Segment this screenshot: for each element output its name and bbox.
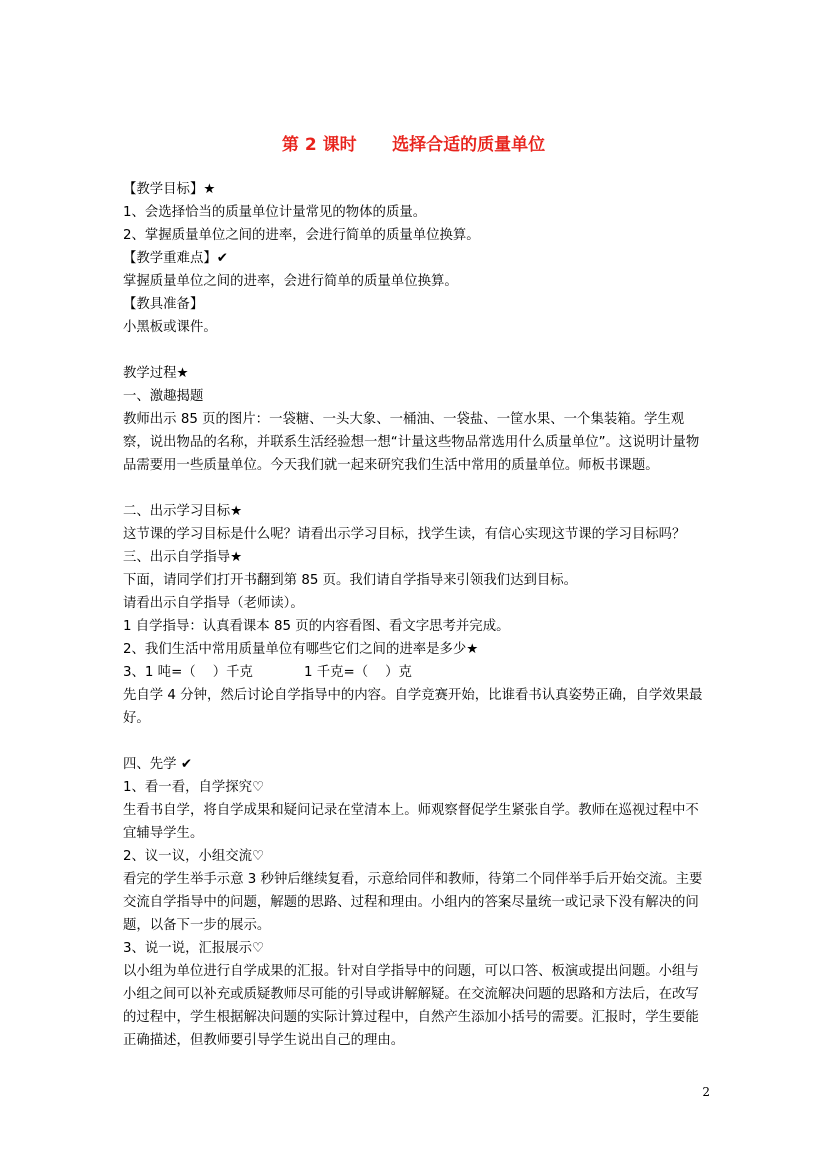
guide-item-3: 3、1 吨=（ ）千克 1 千克=（ ）克 bbox=[123, 665, 412, 680]
step-3-line-2: 请看出示自学指导（老师读）。 bbox=[123, 596, 304, 611]
blank-line bbox=[123, 730, 705, 753]
step-3-line-1: 下面，请同学们打开书翻到第 85 页。我们请自学指导来引领我们达到目标。 bbox=[123, 573, 578, 588]
step-1-heading: 一、激趣揭题 bbox=[123, 389, 204, 404]
section-heading-key-points: 【教学重难点】✔ bbox=[123, 251, 228, 266]
step-4-heading: 四、先学 ✔ bbox=[123, 757, 193, 772]
key-points-text: 掌握质量单位之间的进率，会进行简单的质量单位换算。 bbox=[123, 274, 458, 289]
section-heading-objectives: 【教学目标】★ bbox=[123, 182, 216, 197]
step-1-paragraph: 教师出示 85 页的图片：一袋糖、一头大象、一桶油、一袋盐、一筐水果、一个集装箱。学生观察，说出物品的名称，并联系生活经验想一想“计量这些物品常选用什么质量单位”。这说明计量物品需要用一些质量单位。今天我们就一起来研究我们生活中常用的质量单位。师板书课题。 bbox=[123, 412, 700, 473]
step-4-sub-2-text: 看完的学生举手示意 3 秒钟后继续复看，示意给同伴和教师，待第二个同伴举手后开始交流。主要交流自学指导中的问题，解题的思路、过程和理由。小组内的答案尽量统一或记录下没有解决的问题，以备下一步的展示。 bbox=[123, 872, 703, 933]
step-3-heading: 三、出示自学指导★ bbox=[123, 550, 243, 565]
blank-line bbox=[123, 339, 705, 362]
step-2-paragraph: 这节课的学习目标是什么呢？请看出示学习目标，找学生读，有信心实现这节课的学习目标吗？ bbox=[123, 527, 686, 542]
step-4-sub-1: 1、看一看，自学探究♡ bbox=[123, 780, 265, 795]
step-4-sub-1-text: 生看书自学，将自学成果和疑问记录在堂清本上。师观察督促学生紧张自学。教师在巡视过程中不宜辅导学生。 bbox=[123, 803, 699, 841]
step-2-heading: 二、出示学习目标★ bbox=[123, 504, 243, 519]
step-4-sub-2: 2、议一议，小组交流♡ bbox=[123, 849, 265, 864]
step-4-sub-3: 3、说一说，汇报展示♡ bbox=[123, 941, 265, 956]
guide-item-2: 2、我们生活中常用质量单位有哪些它们之间的进率是多少★ bbox=[123, 642, 479, 657]
objective-2: 2、掌握质量单位之间的进率，会进行简单的质量单位换算。 bbox=[123, 228, 480, 243]
page-number: 2 bbox=[702, 1085, 710, 1099]
lesson-title: 第 2 课时 选择合适的质量单位 bbox=[281, 135, 546, 155]
materials-text: 小黑板或课件。 bbox=[123, 320, 217, 335]
step-3-paragraph: 先自学 4 分钟，然后讨论自学指导中的内容。自学竞赛开始，比谁看书认真姿势正确，自学效果最好。 bbox=[123, 688, 703, 726]
section-heading-materials: 【教具准备】 bbox=[123, 297, 204, 312]
guide-item-1: 1 自学指导：认真看课本 85 页的内容看图、看文字思考并完成。 bbox=[123, 619, 510, 634]
objective-1: 1、会选择恰当的质量单位计量常见的物体的质量。 bbox=[123, 205, 427, 220]
section-heading-process: 教学过程★ bbox=[123, 366, 189, 381]
step-4-sub-3-text: 以小组为单位进行自学成果的汇报。针对自学指导中的问题，可以口答、板演或提出问题。小组与小组之间可以补充或质疑教师尽可能的引导或讲解解疑。在交流解决问题的思路和方法后，在改写的过程中，学生根据解决问题的实际计算过程中，自然产生添加小括号的需要。汇报时，学生要能正确描述，但教师要引导学生说出自己的理由。 bbox=[123, 964, 699, 1048]
lesson-body bbox=[123, 178, 705, 1052]
blank-line bbox=[123, 477, 705, 500]
